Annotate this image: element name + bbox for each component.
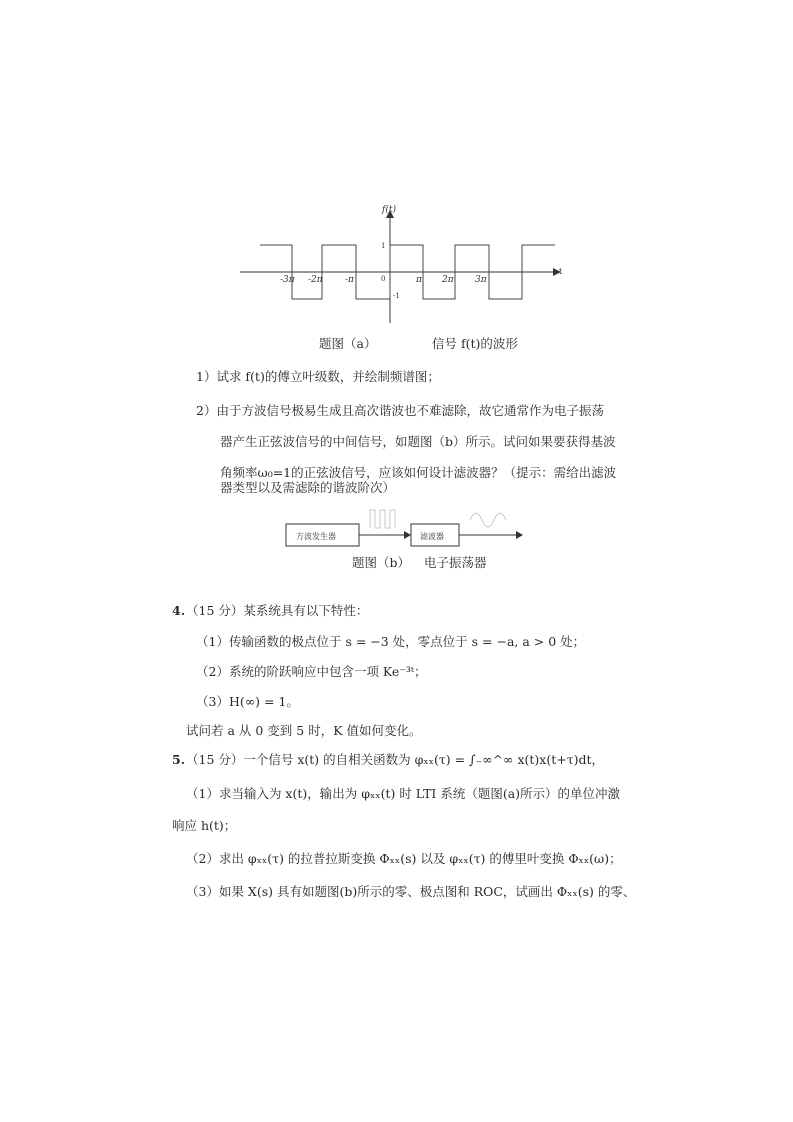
square-wave-figure [235, 198, 565, 328]
sine-wave-sketch [470, 513, 506, 527]
problem3-item2-line4: 器类型以及需滤除的谐波阶次） [220, 480, 396, 495]
box-label: 滤波器 [420, 532, 444, 541]
figure-b-caption-right: 电子振荡器 [424, 555, 487, 570]
tick-label: 2π [442, 275, 454, 285]
figure-b-caption-left: 题图（b） [352, 555, 411, 570]
tick-label: 3π [475, 275, 487, 285]
x-axis-label: t [559, 267, 563, 276]
problem4-number: 4. [172, 603, 186, 618]
problem3-item2-line1: 2）由于方波信号极易生成且高次谐波也不难滤除，故它通常作为电子振荡 [196, 403, 604, 418]
problem3-item2-line3: 角频率ω₀=1的正弦波信号，应该如何设计滤波器？（提示：需给出滤波 [220, 465, 617, 480]
square-wave-sketch [370, 510, 395, 528]
problem5-q3: （3）如果 X(s) 具有如题图(b)所示的零、极点图和 ROC，试画出 Φₓₓ(s) 的零、 [186, 884, 636, 899]
figure-a-caption-right: 信号 f(t)的波形 [432, 336, 518, 351]
problem3-item1: 1）试求 f(t)的傅立叶级数，并绘制频谱图； [196, 369, 440, 384]
tick-label: -π [345, 275, 354, 285]
problem4-condition-1: （1）传输函数的极点位于 s = −3 处，零点位于 s = −a, a > 0 处； [196, 634, 586, 649]
box-label: 方波发生器 [296, 532, 336, 541]
problem3-item2-line2: 器产生正弦波信号的中间信号，如题图（b）所示。试问如果要获得基波 [220, 434, 616, 449]
problem5-q2: （2）求出 φₓₓ(τ) 的拉普拉斯变换 Φₓₓ(s) 以及 φₓₓ(τ) 的傅里叶变换 Φₓₓ(ω)； [186, 851, 622, 866]
arrow-head [516, 531, 523, 539]
problem5-q1-line2: 响应 h(t)； [172, 818, 237, 833]
problem5-number: 5. [172, 752, 186, 767]
y-axis-label: f(t) [382, 205, 396, 215]
problem5-header: （15 分）一个信号 x(t) 的自相关函数为 φₓₓ(τ) = ∫₋∞^∞ x(t)x(t+τ)dt， [186, 752, 605, 767]
figure-a-caption-left: 题图（a） [319, 336, 377, 351]
tick-label: π [416, 275, 422, 285]
tick-label: -2π [308, 275, 323, 285]
problem4-question: 试问若 a 从 0 变到 5 时，K 值如何变化。 [186, 723, 422, 738]
y-low-label: -1 [393, 292, 400, 300]
arrow-head [404, 531, 411, 539]
problem4-header: （15 分）某系统具有以下特性： [186, 603, 369, 618]
y-high-label: 1 [381, 242, 386, 250]
problem4-condition-3: （3）H(∞) = 1。 [196, 694, 299, 709]
tick-label: 0 [381, 275, 386, 283]
oscillator-block-diagram [280, 504, 540, 554]
problem4-condition-2: （2）系统的阶跃响应中包含一项 Ke⁻³ᵗ； [196, 664, 427, 679]
problem5-q1-line1: （1）求当输入为 x(t)，输出为 φₓₓ(t) 时 LTI 系统（题图(a)所示）的单位冲激 [186, 786, 621, 801]
tick-label: -3π [280, 275, 295, 285]
